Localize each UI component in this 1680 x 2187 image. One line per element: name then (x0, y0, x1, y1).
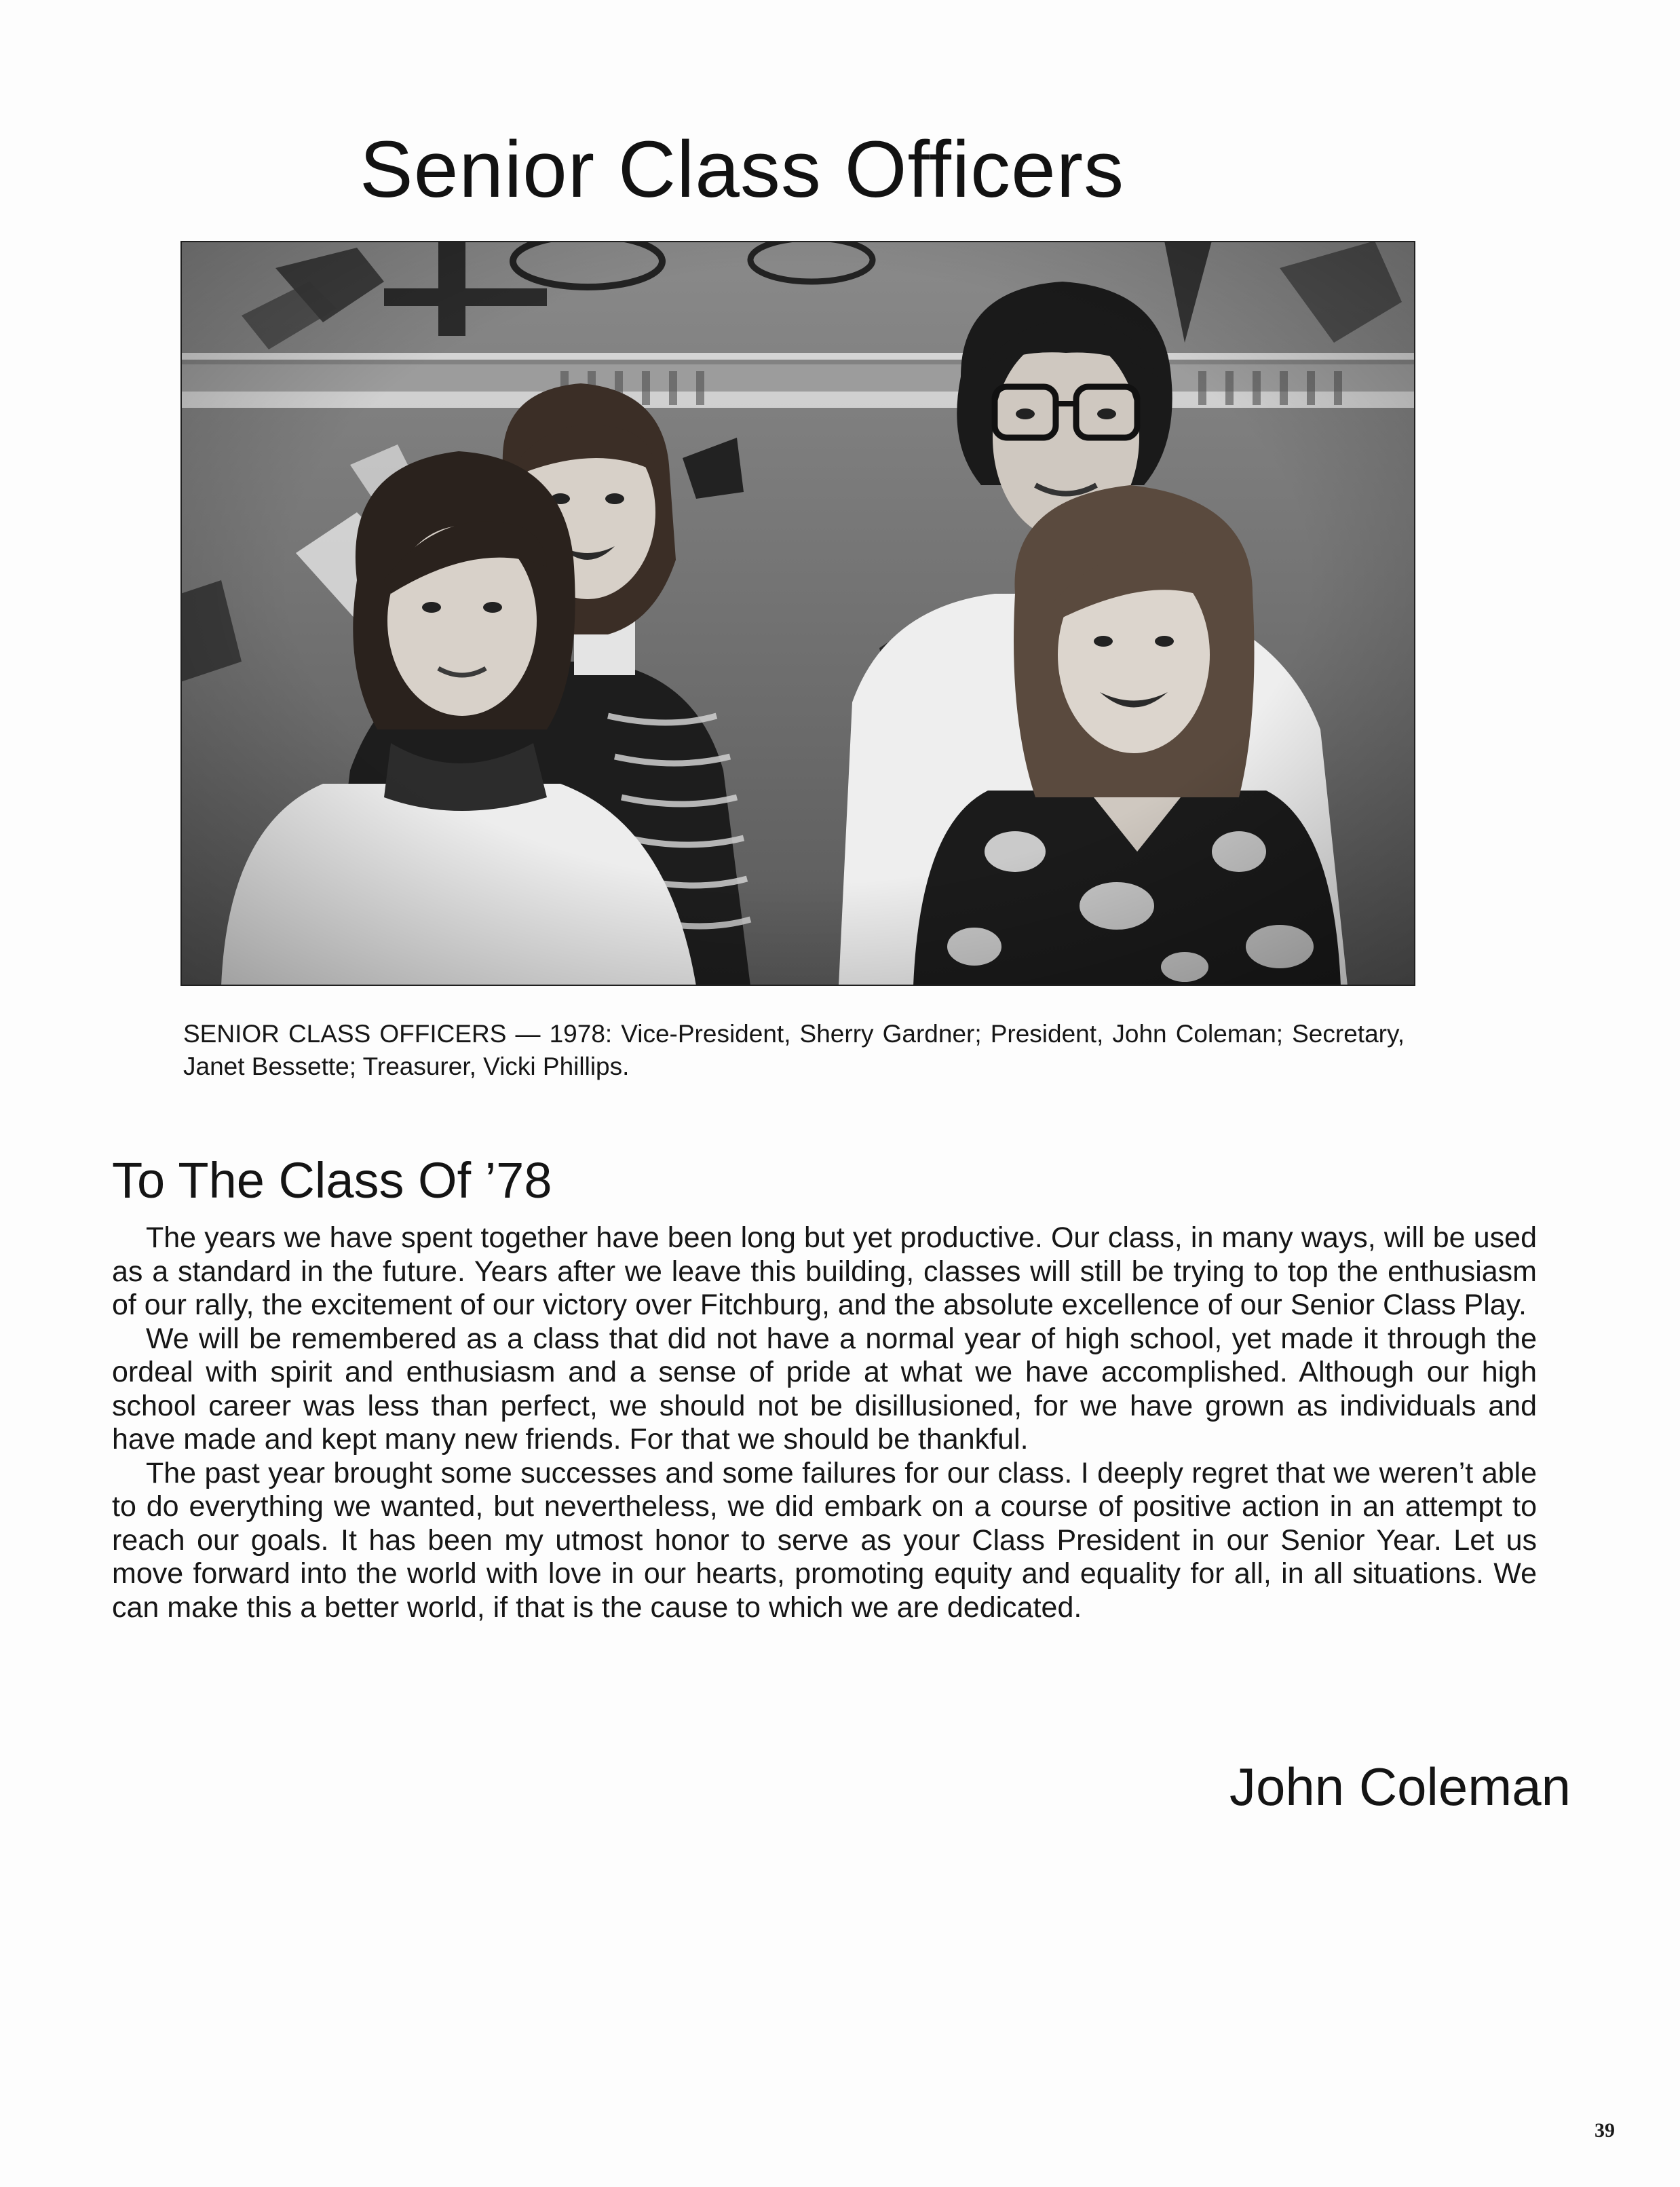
president-letter (112, 1221, 1537, 1624)
photo-caption: SENIOR CLASS OFFICERS — 1978: Vice-President, Sherry Gardner; President, John Coleman; Secretary, Janet Bessette; Treasurer, Vicki Phillips. (183, 1020, 1405, 1080)
letter-paragraph: The years we have spent together have been long but yet productive. Our class, in many ways, will be used as a standard in the future. Years after we leave this building, classes will still be trying to top the enthusiasm of our rally, the excitement of our victory over Fitchburg, and the absolute excellence of our Senior Class Play. (112, 1221, 1537, 1321)
letter-paragraph: We will be remembered as a class that did not have a normal year of high school, yet made it through the ordeal with spirit and enthusiasm and a sense of pride at what we have accomplished. Although our high school career was less than perfect, we should not be disillusioned, for we have grown as individuals and have made and kept many new friends. For that we should be thankful. (112, 1322, 1537, 1456)
page-title: Senior Class Officers (360, 125, 1125, 214)
letter-heading: To The Class Of ’78 (112, 1152, 552, 1209)
page-number: 39 (1595, 2119, 1615, 2142)
officers-photo-illustration (180, 241, 1415, 986)
letter-paragraph: The past year brought some successes and some failures for our class. I deeply regret that we weren’t able to do everything we wanted, but nevertheless, we did embark on a course of positive action in an attempt to reach our goals. It has been my utmost honor to serve as your Class President in our Senior Year. Let us move forward into the world with love in our hearts, promoting equity and equality for all, in all situations. We can make this a better world, if that is the cause to which we are dedicated. (112, 1456, 1537, 1624)
letter-signature: John Coleman (1229, 1757, 1571, 1817)
officers-photo (180, 241, 1415, 986)
